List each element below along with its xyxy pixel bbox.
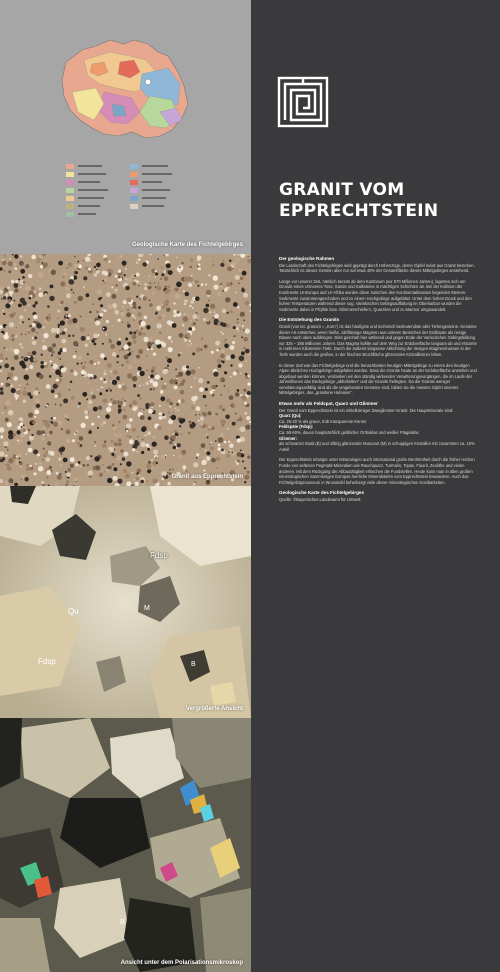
title-line-1: GRANIT VOM: [279, 180, 405, 200]
paragraph: In dieser Zeit war das Fichtelgebirge und die benachbarten heutigen Mittelgebirge zu einem den heutigen Alpen ähnlichen Hochgebirge aufgefaltet worden. Dass die Granite heute an der Erdoberfläche anstehen und abgebaut werden können, verdanken wir den ständig wirkenden Verwitterungsvorgängen, die im Laufe der Jahrmillionen das Deckgebirge „abhobelten“ und die Granite freilegten. Da die Granite weniger verwitterungsanfällig sind als die umgebenden Gesteine sind, bilden sie die meisten Gipfel unseres Mittelgebirges, das „granitene Hufeisen“.: [279, 362, 477, 396]
paragraph: Lange vor unserer Zeit, nämlich bereits ab dem Kambrium (vor 570 Millionen Jahren), lagerten sich am Grunde eines Urmeeres Tone, Sande und Kalksteine in mächtigen Schichten ab. Bei der Kollision der Kontinente Ur-Europa und Ur-Afrika wurden diese zwischen den Kontinentalmassen liegenden Meeres-Sedimente zusammengeschoben und zu einem Hochgebirge aufgefaltet. Unter dem hohen Druck und den hohen Temperaturen während dieser sog. Variskischen Gebirgsauffaltung im Oberkarbon wurden die Sedimente dabei in Phyllite bzw. Glimmerschiefern, Quarziten und zu Marmor umgewandelt.: [279, 278, 472, 312]
label-qu: Qu: [68, 607, 79, 616]
page-title: [279, 180, 479, 222]
title-line-2: EPPRECHTSTEIN: [279, 201, 439, 221]
granite-caption: Granit aus Epprechtstein: [171, 474, 243, 480]
heading-geologische-karte: Geologische Karte des Fichtelgebirges: [279, 490, 365, 496]
paragraph: Der Granit vom Epprechtstein ist ein mittelkörniger Zweiglimmer-Granit. Die Hauptminerale sind:: [279, 407, 454, 413]
mineral-glimmer-label: Glimmer:: [279, 435, 297, 441]
mineral-quarz-text: Ca. 25-30 % als graue, trüb transparente Körner: [279, 418, 367, 424]
polarized-view: [0, 718, 251, 972]
label-m: M: [144, 605, 150, 612]
label-b-pol: B: [120, 919, 125, 926]
paragraph: Der Epprechtstein erlangte unter Mineralogen auch international große Berühmtheit durch die früher reichen Funde von seltenen Pegmatit-Mineralien wie Rauchquarz, Turmalin, Topas, Fluorit, Zeolithe und vielen anderen. Mit dem Rückgang der Abbautätigkeit erlöschen die Fundstellen. Heute kann man in allen großen mineralogischen Sammlungen Europas herrliche Mineralstufen vom Epprechtstein bewundern. Auch das Fichtelgebirgsmuseum in Wunsiedel beherbergt viele dieser mineralogischen Kostbarkeiten.: [279, 457, 475, 485]
map-outline: [62, 40, 188, 138]
mineral-glimmer-text: als schwarzer Biotit (B) und silbrig glänzender Muscovit (M) in schuppigen Kristallen mit zusammen ca. 10% Anteil: [279, 441, 475, 452]
map-caption: Geologische Karte des Fichtelgebirges: [131, 242, 243, 248]
geological-map: [0, 0, 251, 254]
mineral-quarz-label: Quarz (Qu):: [279, 413, 302, 419]
paragraph: Die Landschaft des Fichtelgebirges wird geprägt durch Höhenzüge, deren Gipfel meist aus Granit bestehen. Tatsächlich ist dieses Gestein aber nur auf etwa 40% der Gesamtfläche dieses Mittelgebirges anstehend.: [279, 262, 475, 274]
polarized-caption: Ansicht unter dem Polarisationsmikroskop: [120, 960, 243, 966]
mineral-feldspaete-text: Ca. 50-60%, davon hauptsächlich gelblicher Orthoklas und weißer Plagioklas: [279, 430, 419, 436]
map-source: Quelle: ©Bayerisches Landesamt für Umwelt: [279, 496, 361, 502]
geological-map-panel: [0, 0, 251, 254]
granite-texture: [0, 254, 251, 486]
label-fdsp-1: Fdsp: [150, 551, 168, 560]
magnified-view: [0, 486, 251, 718]
map-legend: [66, 164, 172, 217]
heading-entstehung: Die Entstehung des Granits: [279, 317, 340, 323]
label-b: B: [191, 661, 196, 668]
granite-texture-panel: [0, 254, 251, 486]
polarized-view-panel: [0, 718, 251, 972]
heading-feldspat-quarz-glimmer: Etwas mehr als Feldspat, Quarz und Glimmer: [279, 401, 378, 407]
magnified-caption: Vergrößerte Ansicht: [185, 706, 243, 712]
maze-logo-icon: [277, 76, 329, 128]
paragraph: Granit (von lat. granum = „Korn“) ist das häufigste und technisch bedeutendste aller Tiefengesteine. Gesteine dieser Art entstehen, wenn heiße, zähflüssige Magmen aus unteren Bereichen der Erdkruste als riesige Blasen nach oben aufdringen. Dies geschah hier während und gegen Ende der Variscischen Gebirgsbildung vor 325 – 285 Millionen Jahren. Das Magma kühlte auf dem Weg zur Erdoberfläche langsam ab und erstarrte in mehreren Kilometern Tiefe. Durch die äußerst langsame Abkühlung der riesigen Magmenmassen in der Tiefe wurden auch die großen, in der frischen Bruchfläche glitzernden Kristallkörner leben.: [279, 323, 477, 357]
article-body: [279, 256, 479, 503]
label-fdsp-2: Fdsp: [38, 657, 56, 666]
heading-geologischer-rahmen: Der geologische Rahmen: [279, 256, 335, 261]
mineral-feldspaete-label: Feldspäte (Fdsp):: [279, 424, 314, 430]
magnified-view-panel: [0, 486, 251, 718]
